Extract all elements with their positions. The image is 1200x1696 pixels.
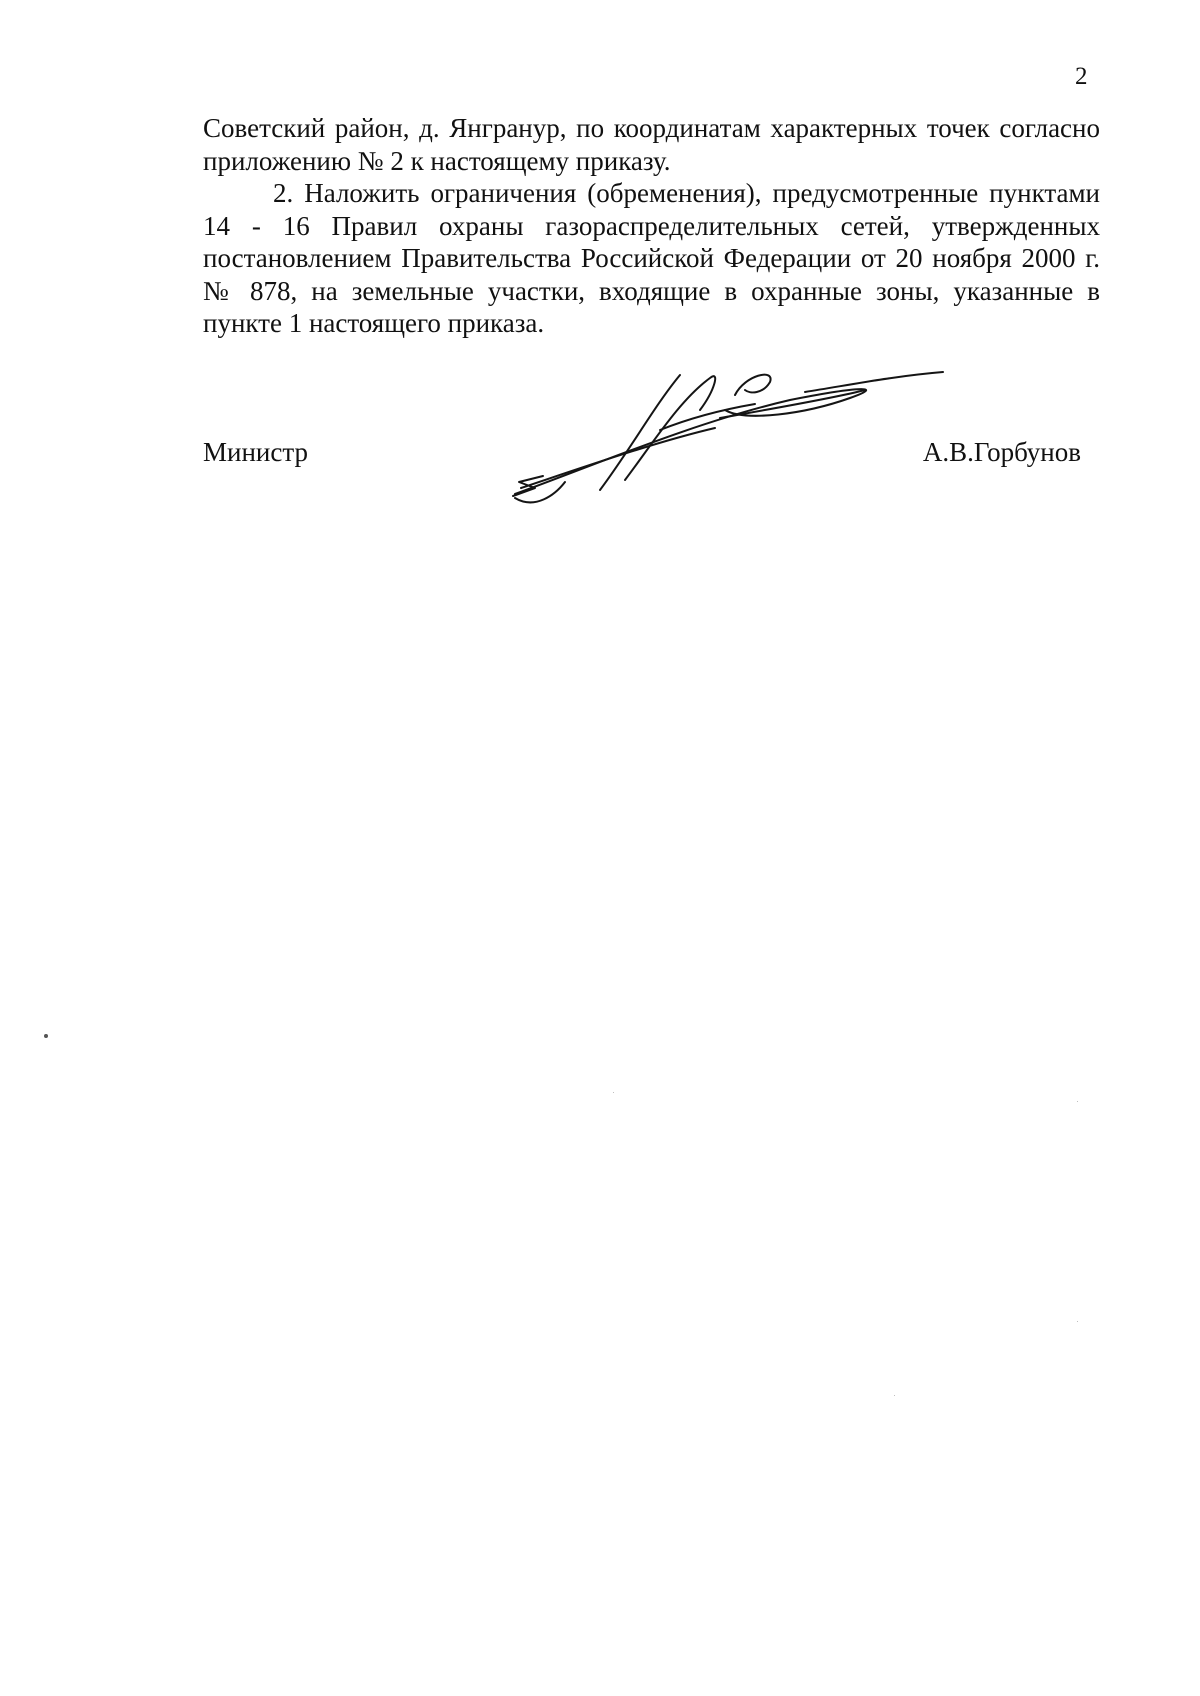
- paragraph-continuation: Советский район, д. Янгранур, по координатам характерных точек согласно приложению № 2 к настоящему приказу.: [203, 113, 1100, 176]
- scan-speck: [613, 1092, 614, 1093]
- page-number: 2: [1075, 63, 1088, 90]
- signer-position: Министр: [203, 437, 308, 467]
- scan-speck: [44, 1034, 48, 1038]
- document-body: [203, 112, 1100, 340]
- signer-name: А.В.Горбунов: [922, 437, 1081, 467]
- scan-speck: [1077, 1101, 1078, 1102]
- paragraph-item-2: 2. Наложить ограничения (обременения), предусмотренные пунктами 14 - 16 Правил охраны газораспределительных сетей, утвержденных постановлением Правительства Российской Федерации от 20 ноября 2000 г. № 878, на земельные участки, входящие в охранные зоны, указанные в пункте 1 настоящего приказа.: [203, 178, 1100, 338]
- handwritten-signature: [505, 370, 945, 505]
- scan-speck: [1077, 1321, 1078, 1322]
- scan-speck: [894, 1395, 895, 1396]
